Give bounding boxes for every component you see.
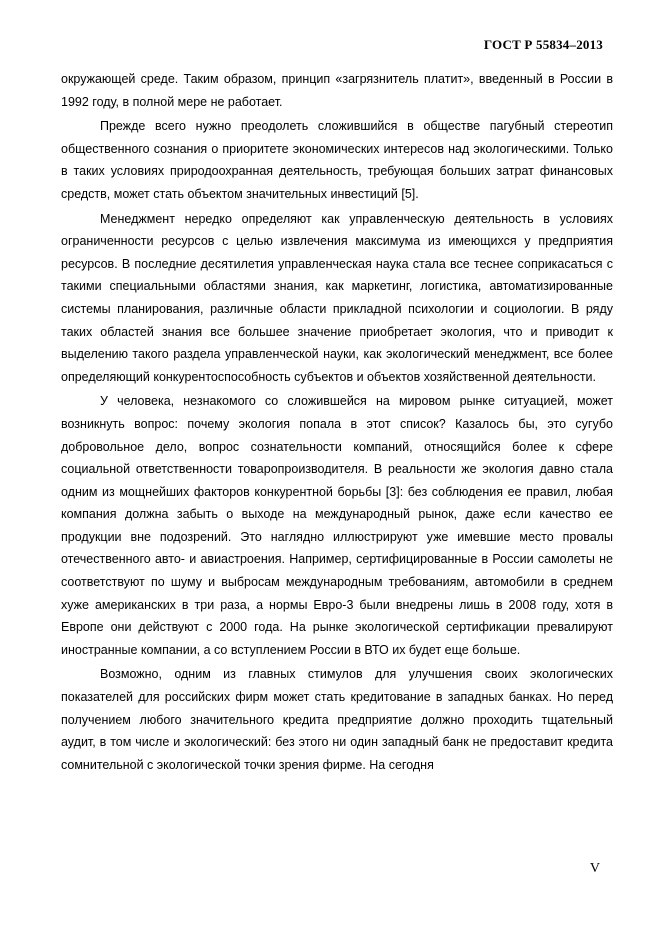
paragraph-continuation: окружающей среде. Таким образом, принцип «загрязнитель платит», введенный в России в 1992 году, в полной мере не работает.	[61, 72, 613, 109]
paragraph-management: Менеджмент нередко определяют как управленческую деятельность в условиях ограниченности ресурсов с целью извлечения максимума из имеющихся у предприятия ресурсов. В последние десятилетия управленческая наука стала все теснее соприкасаться с такими специальными областями знания, как маркетинг, логистика, автоматизированные системы планирования, различные области прикладной психологии и социологии. В ряду таких областей знания все большее значение приобретает экология, что и приводит к выделению такого раздела управленческой науки, как экологический менеджмент, все более определяющий конкурентоспособность субъектов и объектов хозяйственной деятельности.	[61, 211, 613, 384]
paragraph-competition: У человека, незнакомого со сложившейся на мировом рынке ситуацией, может возникнуть вопрос: почему экология попала в этот список? Казалось бы, это сугубо добровольное дело, вопрос сознательности компаний, относящийся более к сфере социальной ответственности товаропроизводителя. В реальности же экология давно стала одним из мощнейших факторов конкурентной борьбы [3]: без соблюдения ее правил, любая компания должна забыть о выходе на международный рынок, даже если качество ее продукции вне подозрений. Это наглядно иллюстрируют уже имевшие место провалы отечественного авто- и авиастроения. Например, сертифицированные в России самолеты не соответствуют по шуму и выбросам международным требованиям, автомобили в среднем хуже американских в три раза, а нормы Евро-3 были внедрены лишь в 2008 году, хотя в Европе они действуют с 2000 года. На рынке экологической сертификации превалируют иностранные компании, а со вступлением России в ВТО их будет еще больше.	[61, 394, 613, 657]
body-text	[61, 68, 613, 776]
paragraph-crediting: Возможно, одним из главных стимулов для улучшения своих экологических показателей для российских фирм может стать кредитование в западных банках. Но перед получением любого значительного кредита предприятие должно проходить тщательный аудит, в том числе и экологический: без этого ни один западный банк не предоставит кредита сомнительной с экологической точки зрения фирме. На сегодня	[61, 667, 613, 772]
page-number: V	[589, 861, 600, 876]
paragraph-stereotype: Прежде всего нужно преодолеть сложившийся в обществе пагубный стереотип общественного сознания о приоритете экономических интересов над экологическими. Только в таких условиях природоохранная деятельность, требующая больших затрат финансовых средств, может стать объектом значительных инвестиций [5].	[61, 119, 613, 201]
standard-code-header: ГОСТ Р 55834–2013	[483, 37, 603, 52]
